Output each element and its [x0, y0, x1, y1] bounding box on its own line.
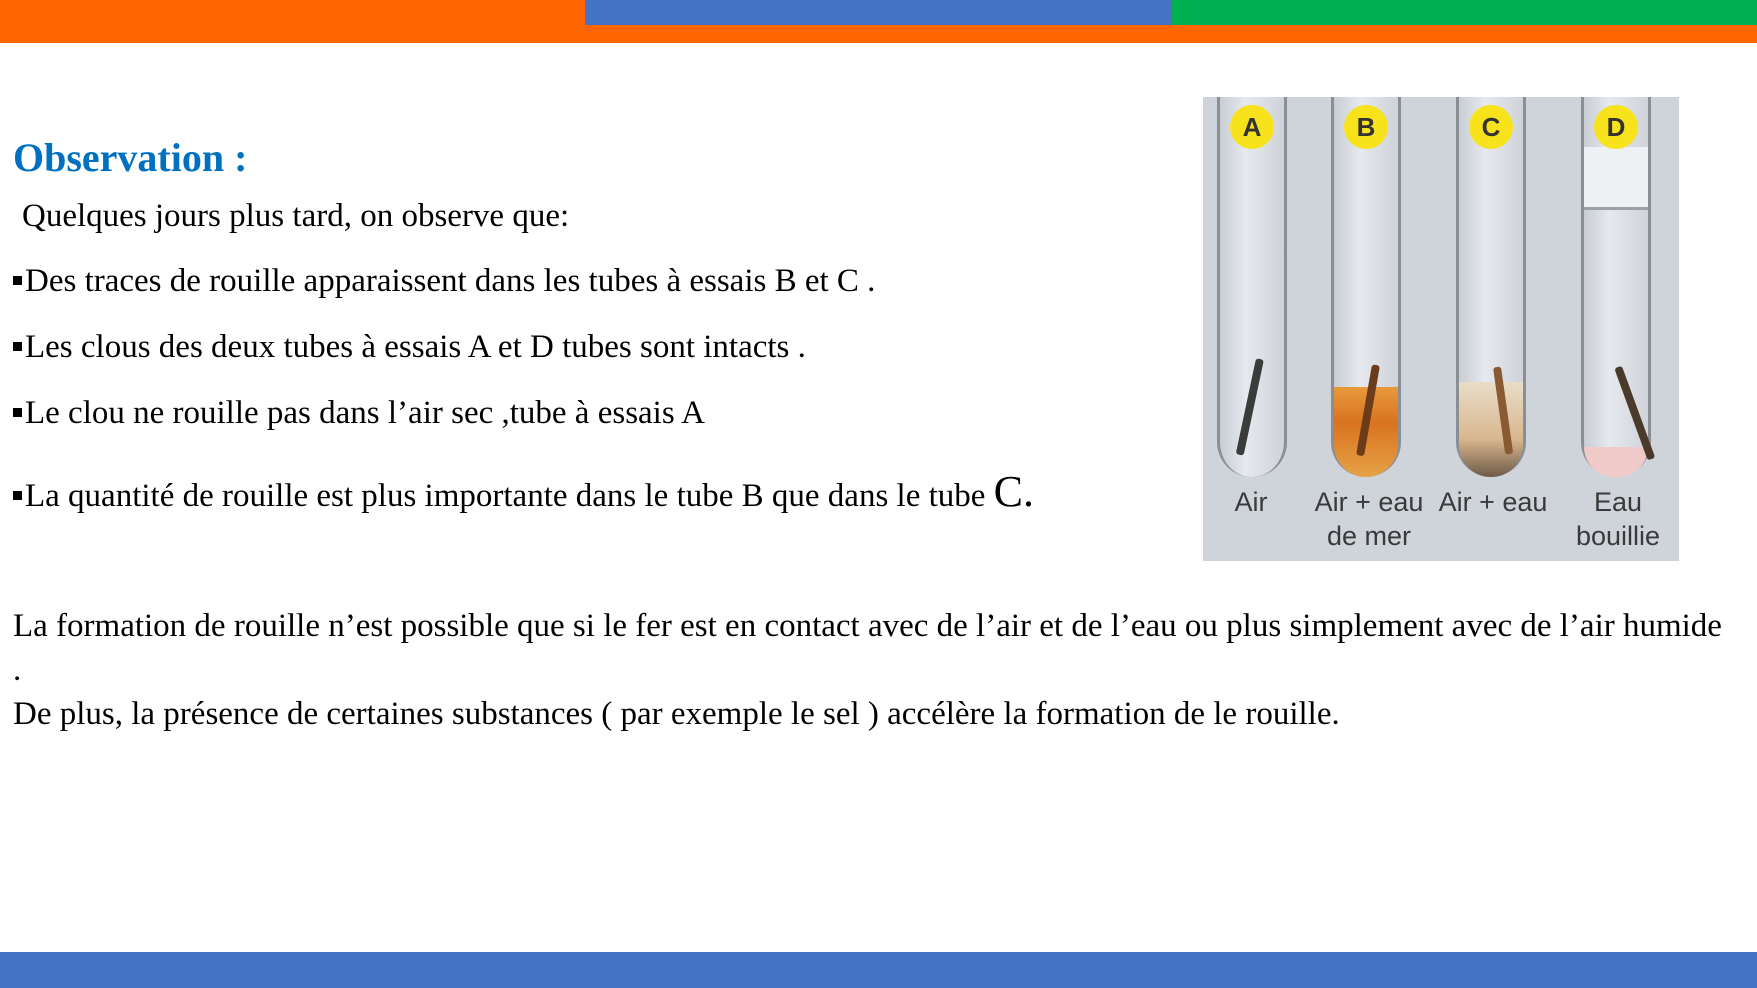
top-bar-blue-segment	[585, 0, 1171, 25]
intro-text: Quelques jours plus tard, on observe que:	[22, 198, 570, 234]
rust-experiment-photo	[1203, 97, 1679, 561]
tube-badge-b: B	[1344, 105, 1388, 149]
test-tube-d	[1581, 97, 1651, 477]
test-tube-a	[1217, 97, 1287, 477]
square-bullet-icon	[13, 342, 22, 351]
top-color-bar	[0, 0, 1757, 43]
bullet-text-1: Des traces de rouille apparaissent dans les tubes à essais B et C .	[25, 263, 876, 299]
conclusion-line-2: De plus, la présence de certaines substances ( par exemple le sel ) accélère la formation de le rouille.	[13, 696, 1340, 732]
tube-badge-d: D	[1594, 105, 1638, 149]
observation-heading: Observation :	[13, 135, 248, 180]
nail-icon	[1236, 358, 1264, 456]
conclusion-line-1: La formation de rouille n’est possible que si le fer est en contact avec de l’air et de l’eau ou plus simplement avec de l’air humide .	[13, 608, 1722, 688]
square-bullet-icon	[13, 276, 22, 285]
tube-label-a: Air	[1234, 487, 1268, 517]
bullet-item-1	[13, 263, 875, 300]
tube-label-b: Air + eau	[1314, 487, 1424, 517]
tube-label-b-line2: de mer	[1326, 521, 1412, 551]
test-tube-b	[1331, 97, 1401, 477]
bullet-item-3	[13, 395, 705, 432]
tube-badge-a: A	[1230, 105, 1274, 149]
bullet-text-4-tail: C.	[993, 467, 1035, 516]
bullet-text-2: Les clous des deux tubes à essais A et D tubes sont intacts .	[25, 329, 806, 365]
test-tube-c	[1456, 97, 1526, 477]
square-bullet-icon	[13, 408, 22, 417]
oil-layer	[1584, 147, 1648, 210]
tube-label-d: Eau	[1593, 487, 1643, 517]
top-bar-orange-segment	[0, 0, 585, 25]
bullet-text-3: Le clou ne rouille pas dans l’air sec ,tube à essais A	[25, 395, 705, 431]
tube-badge-c: C	[1469, 105, 1513, 149]
tube-label-d-line2: bouillie	[1575, 521, 1661, 551]
tube-label-c: Air + eau	[1438, 487, 1548, 517]
bullet-item-2	[13, 329, 806, 366]
square-bullet-icon	[13, 491, 22, 500]
bottom-color-bar	[0, 952, 1757, 988]
top-bar-orange-underline	[0, 25, 1757, 43]
boiled-water	[1584, 447, 1648, 477]
bullet-item-4	[13, 466, 1034, 517]
top-bar-green-segment	[1171, 0, 1757, 25]
water-rusty	[1459, 382, 1523, 477]
bullet-text-4: La quantité de rouille est plus importante dans le tube B que dans le tube	[25, 478, 994, 514]
conclusion-paragraph	[13, 604, 1733, 736]
